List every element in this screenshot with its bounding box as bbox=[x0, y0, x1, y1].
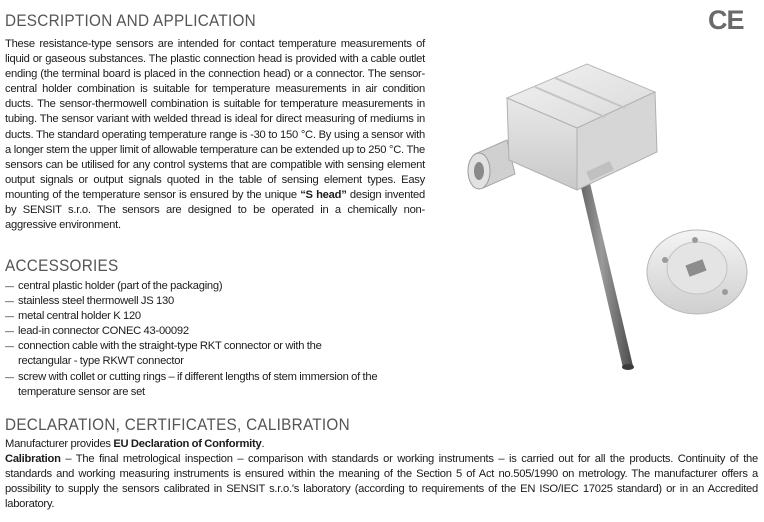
cable-gland bbox=[468, 140, 515, 189]
description-text: These resistance-type sensors are intended for contact temperature measurements of liquid or gaseous substances. The plastic connection head is provided with a cable outlet ending (the terminal board is placed in the connection head) or a connector. The sensor-central holder combination is suitable for temperature measurements in air condition ducts. The sensor-thermowell combination is suitable for temperature measurements in tubing. The sensor variant with welded thread is ideal for direct measuring of mediums in ducts. The standard operating temperature range is -30 to 150 °C. By using a sensor with a longer stem the upper limit of allowable temperature can be extended up to 250 °C. The sensors can be utilised for any control systems that are compatible with sensing element output signals or output signals quoted in the table of sensing element types. Easy mounting of the temperature sensor is ensured by the unique “S head” design invented by SENSIT s.r.o. The sensors are designed to be operated in a chemically non-aggressive environment. bbox=[5, 38, 425, 232]
conformity-line: Manufacturer provides EU Declaration of Conformity. bbox=[5, 438, 265, 450]
sensor-product-photo bbox=[437, 54, 753, 384]
list-item: — stainless steel thermowell JS 130 bbox=[5, 294, 435, 309]
sensor-stem bbox=[576, 166, 633, 368]
accessories-list bbox=[5, 279, 435, 400]
accessories-heading: ACCESSORIES bbox=[5, 256, 119, 275]
list-item: — screw with collet or cutting rings – if different lengths of stem immersion of the temperature sensor are set bbox=[5, 370, 398, 400]
list-item: — metal central holder K 120 bbox=[5, 309, 435, 324]
declaration-text bbox=[5, 437, 758, 512]
list-item: — connection cable with the straight-type RKT connector or with the rectangular - type RKWT connector bbox=[5, 339, 348, 369]
description-heading: DESCRIPTION AND APPLICATION bbox=[5, 11, 257, 30]
central-holder bbox=[647, 230, 747, 314]
connection-head bbox=[507, 64, 657, 190]
calibration-paragraph: Calibration – The final metrological inspection – comparison with standards or working instruments – is carried out for all the products. Continuity of the standards and working measuring instruments is ensured within the meaning of the Section 5 of Act no.505/1990 on metrology. The manufacturer offers a possibility to supply the sensors calibrated in SENSIT s.r.o.'s laboratory (according to requirements of the EN ISO/IEC 17025 standard) or in an Accredited laboratory. bbox=[5, 453, 758, 511]
list-item: — lead-in connector CONEC 43-00092 bbox=[5, 324, 435, 339]
list-item: — central plastic holder (part of the packaging) bbox=[5, 279, 435, 294]
ce-mark: CE bbox=[708, 5, 744, 35]
declaration-heading: DECLARATION, CERTIFICATES, CALIBRATION bbox=[5, 415, 350, 434]
